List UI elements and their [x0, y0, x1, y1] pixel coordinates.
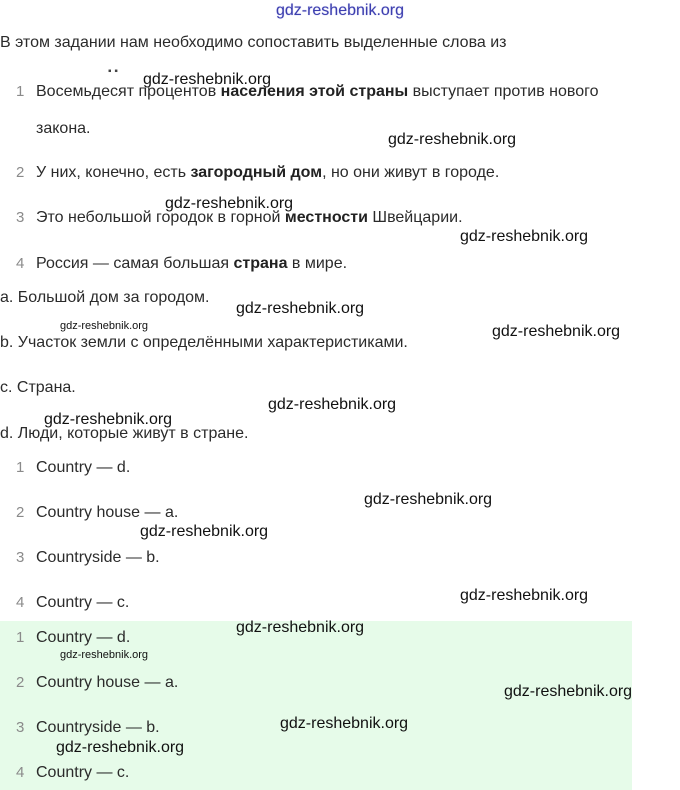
- sentence-text: Россия — самая большая страна в мире.: [36, 255, 348, 272]
- definition-option: c. Страна.: [0, 379, 76, 396]
- answer-number: 2: [16, 674, 25, 691]
- sentence-text: У них, конечно, есть загородный дом, но они живут в городе.: [36, 164, 500, 181]
- match-text: Country — c.: [36, 594, 130, 611]
- sentence-number: 3: [16, 209, 25, 226]
- watermark: gdz-reshebnik.org: [492, 323, 621, 340]
- watermark: gdz-reshebnik.org: [388, 131, 517, 148]
- answer-number: 4: [16, 764, 25, 781]
- answer-number: 1: [16, 629, 25, 646]
- match-number: 2: [16, 504, 25, 521]
- watermark: gdz-reshebnik.org: [460, 228, 589, 245]
- watermark: gdz-reshebnik.org: [60, 649, 149, 661]
- match-text: Country — d.: [36, 459, 131, 476]
- watermark: gdz-reshebnik.org: [364, 491, 493, 508]
- answer-text: Countryside — b.: [36, 719, 160, 736]
- watermark: gdz-reshebnik.org: [60, 320, 149, 332]
- watermark: gdz-reshebnik.org: [165, 195, 294, 212]
- watermark: gdz-reshebnik.org: [44, 411, 173, 428]
- task-intro: В этом задании нам необходимо сопоставить выделенные слова из: [0, 34, 507, 51]
- answer-text: Country — d.: [36, 629, 131, 646]
- watermark: gdz-reshebnik.org: [143, 71, 272, 88]
- sentence-number: 4: [16, 255, 25, 272]
- watermark: gdz-reshebnik.org: [504, 683, 633, 700]
- sentence-number: 2: [16, 164, 25, 181]
- match-text: Countryside — b.: [36, 549, 160, 566]
- sentence-number: 1: [16, 83, 25, 100]
- watermark: gdz-reshebnik.org: [236, 300, 365, 317]
- watermark: gdz-reshebnik.org: [56, 739, 185, 756]
- match-number: 4: [16, 594, 25, 611]
- answer-text: Country house — a.: [36, 674, 179, 691]
- sentence-text: Восемьдесят процентов населения этой страны выступает против нового: [36, 83, 599, 100]
- definition-option: a. Большой дом за городом.: [0, 289, 210, 306]
- match-text: Country house — a.: [36, 504, 179, 521]
- match-number: 3: [16, 549, 25, 566]
- answer-number: 3: [16, 719, 25, 736]
- watermark: gdz-reshebnik.org: [140, 523, 269, 540]
- watermark: gdz-reshebnik.org: [236, 619, 365, 636]
- match-number: 1: [16, 459, 25, 476]
- sentence-continuation: закона.: [36, 120, 91, 137]
- watermark: gdz-reshebnik.org: [460, 587, 589, 604]
- watermark: gdz-reshebnik.org: [268, 396, 397, 413]
- definition-option: d. Люди, которые живут в стране.: [0, 425, 249, 442]
- sentence-text: Это небольшой городок в горной местности Швейцарии.: [36, 209, 463, 226]
- header-watermark: gdz-reshebnik.org: [275, 2, 405, 19]
- answer-text: Country — c.: [36, 764, 130, 781]
- watermark: gdz-reshebnik.org: [280, 715, 409, 732]
- answer-box: [0, 621, 632, 790]
- cut-off-text-remnant: ▪ ▪: [108, 66, 118, 77]
- definition-option: b. Участок земли с определёнными характеристиками.: [0, 334, 408, 351]
